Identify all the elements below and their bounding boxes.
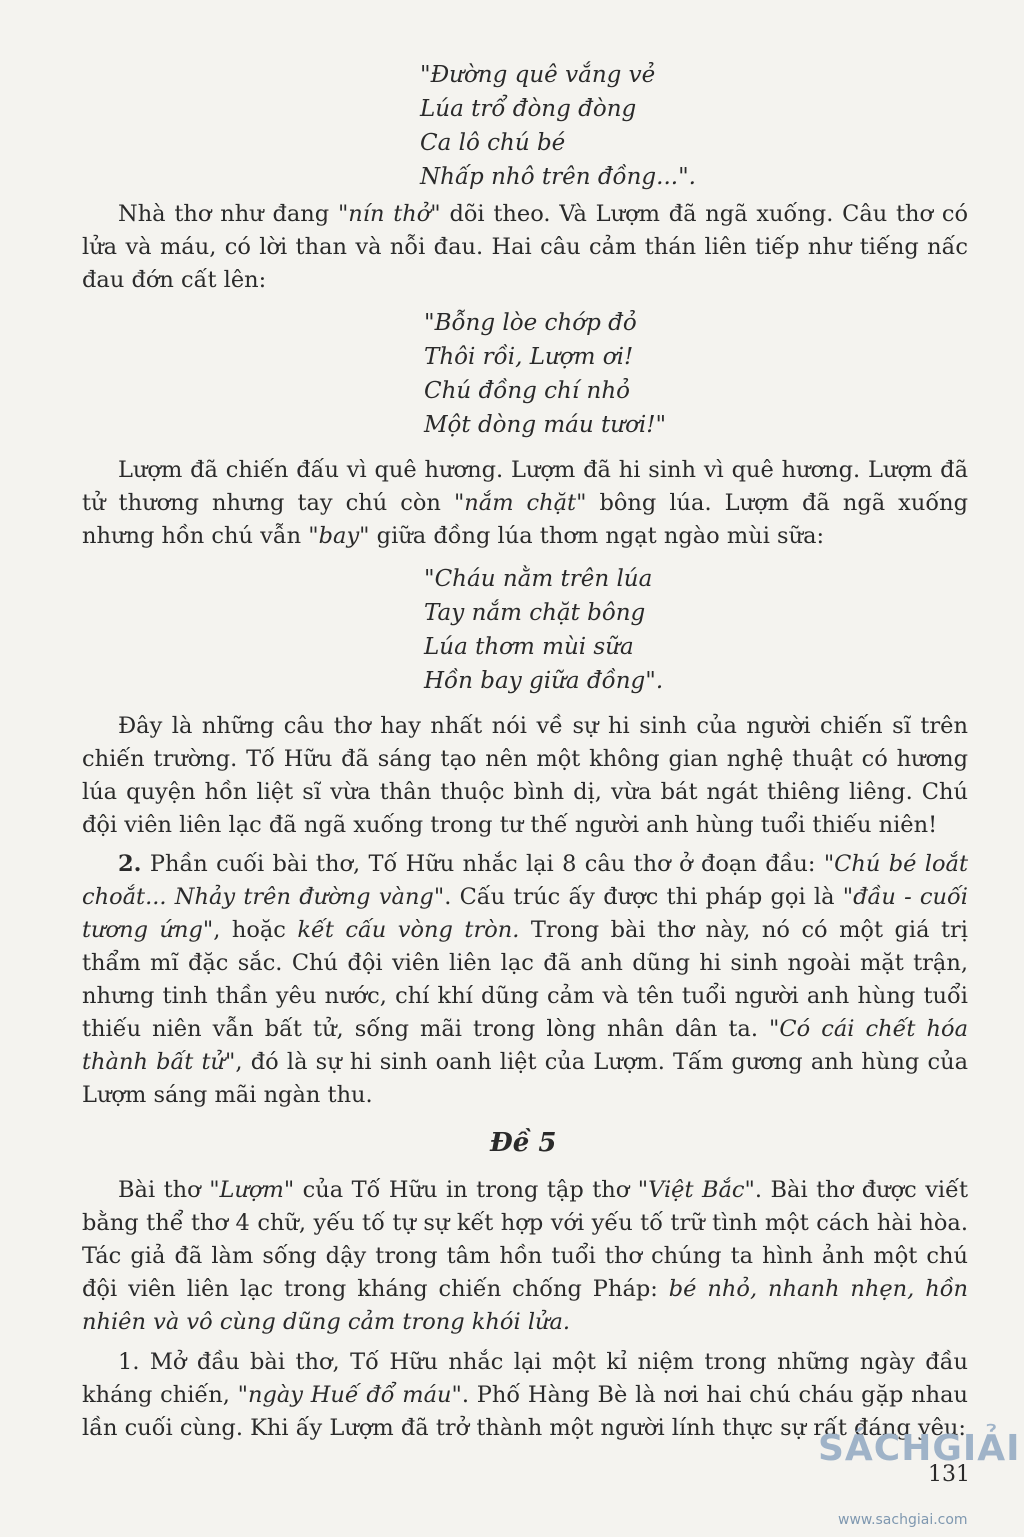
section-heading: Đề 5 xyxy=(490,1128,557,1158)
paragraph-6: 1. Mở đầu bài thơ, Tố Hữu nhắc lại một kỉ niệm trong những ngày đầu kháng chiến, "ngày Huế đổ máu". Phố Hàng Bè là nơi hai chú cháu gặp nhau lần cuối cùng. Khi ấy Lượm đã trở thành một người lính thực sự rất đáng yêu: xyxy=(82,1349,968,1441)
poem-stanza-1 xyxy=(420,58,696,194)
poem-line: Tay nắm chặt bông xyxy=(424,600,646,626)
paragraph-3: Đây là những câu thơ hay nhất nói về sự hi sinh của người chiến sĩ trên chiến trường. Tố Hữu đã sáng tạo nên một không gian nghệ thuật có hương lúa quyện hồn liệt sĩ vừa thân thuộc bình dị, vừa bát ngát thiêng liêng. Chú đội viên liên lạc đã ngã xuống trong tư thế người anh hùng tuổi thiếu niên! xyxy=(82,713,968,838)
poem-line: Chú đồng chí nhỏ xyxy=(424,378,631,404)
poem-line: "Đường quê vắng vẻ xyxy=(420,62,656,88)
poem-stanza-2 xyxy=(424,306,666,442)
watermark-url: www.sachgiai.com xyxy=(838,1512,968,1528)
poem-line: Hồn bay giữa đồng". xyxy=(424,668,664,694)
paragraph-4: 2. Phần cuối bài thơ, Tố Hữu nhắc lại 8 câu thơ ở đoạn đầu: "Chú bé loắt choắt... Nhảy trên đường vàng". Cấu trúc ấy được thi pháp gọi là "đầu - cuối tương ứng", hoặc kết cấu vòng tròn. Trong bài thơ này, nó có một giá trị thẩm mĩ đặc sắc. Chú đội viên liên lạc đã anh dũng hi sinh ngoài mặt trận, nhưng tinh thần yêu nước, chí khí dũng cảm và tên tuổi người anh hùng tuổi thiếu niên vẫn bất tử, sống mãi trong lòng nhân dân ta. "Có cái chết hóa thành bất tử", đó là sự hi sinh oanh liệt của Lượm. Tấm gương anh hùng của Lượm sáng mãi ngàn thu. xyxy=(82,851,969,1108)
poem-line: Nhấp nhô trên đồng...". xyxy=(420,164,696,190)
paragraph-2: Lượm đã chiến đấu vì quê hương. Lượm đã hi sinh vì quê hương. Lượm đã tử thương nhưng tay chú còn "nắm chặt" bông lúa. Lượm đã ngã xuống nhưng hồn chú vẫn "bay" giữa đồng lúa thơm ngạt ngào mùi sữa: xyxy=(82,457,968,549)
poem-line: Lúa trổ đòng đòng xyxy=(420,96,637,122)
poem-line: "Cháu nằm trên lúa xyxy=(424,566,653,592)
page-number: 131 xyxy=(928,1462,970,1487)
poem-line: Ca lô chú bé xyxy=(420,130,566,156)
paragraph-1: Nhà thơ như đang "nín thở" dõi theo. Và Lượm đã ngã xuống. Câu thơ có lửa và máu, có lời than và nỗi đau. Hai câu cảm thán liên tiếp như tiếng nấc đau đớn cất lên: xyxy=(82,201,969,293)
poem-stanza-3 xyxy=(424,562,663,698)
poem-line: Lúa thơm mùi sữa xyxy=(424,634,634,660)
poem-line: Thôi rồi, Lượm ơi! xyxy=(424,344,634,370)
watermark-logo: SÁCHGIẢI xyxy=(818,1428,1021,1469)
poem-line: Một dòng máu tươi!" xyxy=(424,412,667,438)
poem-line: "Bỗng lòe chớp đỏ xyxy=(424,310,637,336)
paragraph-5: Bài thơ "Lượm" của Tố Hữu in trong tập thơ "Việt Bắc". Bài thơ được viết bằng thể thơ 4 chữ, yếu tố tự sự kết hợp với yếu tố trữ tình một cách hài hòa. Tác giả đã làm sống dậy trong tâm hồn tuổi thơ chúng ta hình ảnh một chú đội viên liên lạc trong kháng chiến chống Pháp: bé nhỏ, nhanh nhẹn, hồn nhiên và vô cùng dũng cảm trong khói lửa. xyxy=(82,1177,968,1335)
